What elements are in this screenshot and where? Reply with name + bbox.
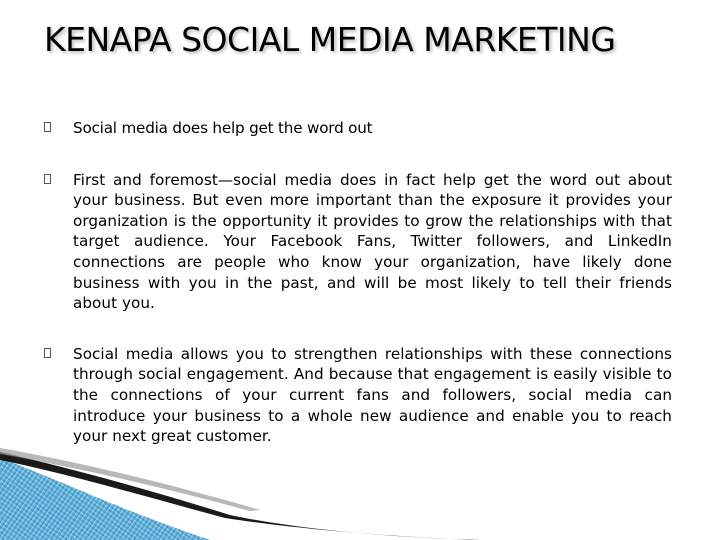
bullet-text: First and foremost—social media does in fact help get the word out about your business. But even more important than the exposure it provides your organization is the opportunity it provides to grow the relationships with that target audience. Your Facebook Fans, Twitter followers, and LinkedIn connections are people who know your organization, have likely done business with you in the past, and will be most likely to tell their friends about you.	[73, 170, 672, 313]
bullet-item	[44, 170, 672, 314]
square-bullet-icon	[44, 348, 51, 358]
bullet-text: Social media does help get the word out	[73, 119, 373, 137]
bullet-item	[44, 118, 672, 139]
decorative-swoosh	[0, 440, 720, 540]
bullet-text: Social media allows you to strengthen relationships with these connections through social engagement. And because that engagement is easily visible to the connections of your current fans and followers, social media can introduce your business to a whole new audience and enable you to reach your next great customer.	[73, 344, 672, 446]
slide-title: KENAPA SOCIAL MEDIA MARKETING	[44, 20, 616, 59]
square-bullet-icon	[44, 174, 51, 184]
bullet-item	[44, 344, 672, 447]
square-bullet-icon	[44, 122, 51, 132]
bullet-list	[44, 118, 672, 447]
